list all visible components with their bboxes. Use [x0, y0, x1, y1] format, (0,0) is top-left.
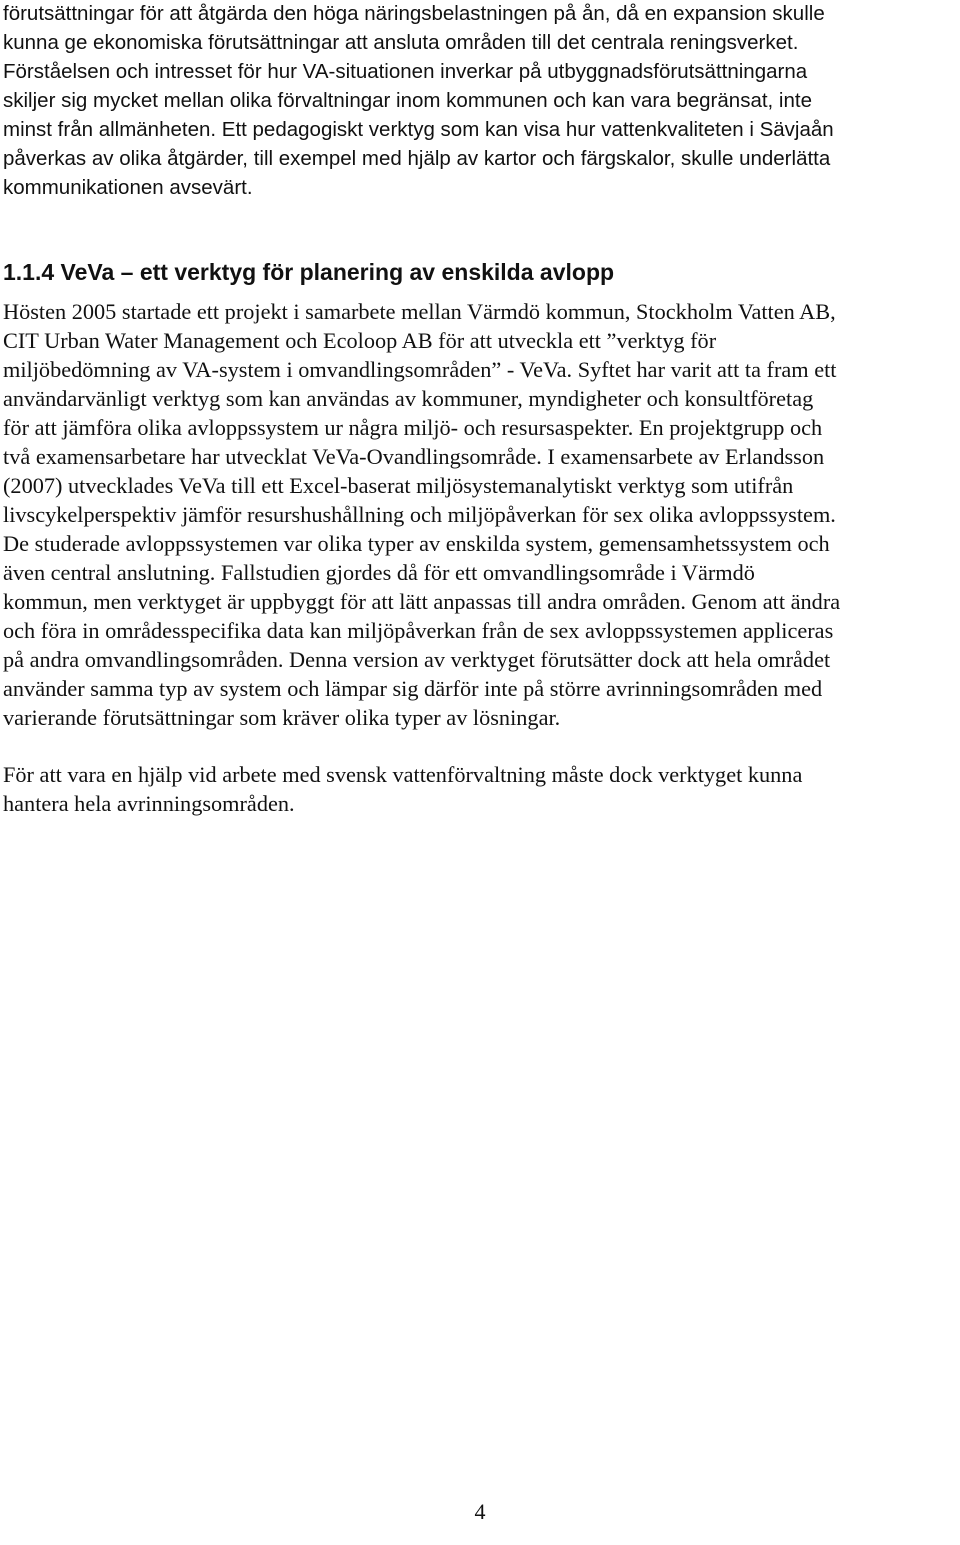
text-line: kunna ge ekonomiska förutsättningar att ansluta områden till det centrala reningsverket. [3, 31, 799, 54]
closing-paragraph [3, 760, 955, 818]
text-line: De studerade avloppssystemen var olika typer av enskilda system, gemensamhetssystem och [3, 531, 830, 556]
intro-paragraph [3, 0, 955, 202]
text-line: och föra in områdesspecifika data kan miljöpåverkan från de sex avloppssystemen appliceras [3, 618, 834, 643]
text-line: använder samma typ av system och lämpar sig därför inte på större avrinningsområden med [3, 676, 823, 701]
text-line: två examensarbetare har utvecklat VeVa-Ovandlingsområde. I examensarbete av Erlandsson [3, 444, 825, 469]
text-line: på andra omvandlingsområden. Denna version av verktyget förutsätter dock att hela området [3, 647, 831, 672]
veva-paragraph [3, 297, 955, 732]
text-line: CIT Urban Water Management och Ecoloop AB för att utveckla ett ”verktyg för [3, 328, 717, 353]
text-line: kommunikationen avsevärt. [3, 176, 253, 199]
section-heading: 1.1.4 VeVa – ett verktyg för planering av enskilda avlopp [3, 259, 615, 285]
text-line: miljöbedömning av VA-system i omvandlingsområden” - VeVa. Syftet har varit att ta fram ett [3, 357, 837, 382]
text-line: livscykelperspektiv jämför resurshushållning och miljöpåverkan för sex olika avloppssystem. [3, 502, 836, 527]
text-line: skiljer sig mycket mellan olika förvaltningar inom kommunen och kan vara begränsat, inte [3, 89, 812, 112]
text-line: För att vara en hjälp vid arbete med svensk vattenförvaltning måste dock verktyget kunna [3, 762, 803, 787]
document-page [3, 0, 955, 1545]
text-line: Hösten 2005 startade ett projekt i samarbete mellan Värmdö kommun, Stockholm Vatten AB, [3, 299, 836, 324]
text-line: (2007) utvecklades VeVa till ett Excel-baserat miljösystemanalytiskt verktyg som utifrån [3, 473, 794, 498]
text-line: minst från allmänheten. Ett pedagogiskt verktyg som kan visa hur vattenkvaliteten i Sävjaån [3, 118, 834, 141]
text-line: varierande förutsättningar som kräver olika typer av lösningar. [3, 705, 561, 730]
text-line: hantera hela avrinningsområden. [3, 791, 295, 816]
text-line: förutsättningar för att åtgärda den höga näringsbelastningen på ån, då en expansion skulle [3, 2, 825, 25]
text-line: Förståelsen och intresset för hur VA-situationen inverkar på utbyggnadsförutsättningarna [3, 60, 808, 83]
text-line: även central anslutning. Fallstudien gjordes då för ett omvandlingsområde i Värmdö [3, 560, 755, 585]
text-line: för att jämföra olika avloppssystem ur några miljö- och resursaspekter. En projektgrupp och [3, 415, 823, 440]
text-line: påverkas av olika åtgärder, till exempel med hjälp av kartor och färgskalor, skulle underlätta [3, 147, 831, 170]
text-line: användarvänligt verktyg som kan användas av kommuner, myndigheter och konsultföretag [3, 386, 814, 411]
page-number: 4 [474, 1499, 486, 1524]
text-line: kommun, men verktyget är uppbyggt för att lätt anpassas till andra områden. Genom att ändra [3, 589, 841, 614]
